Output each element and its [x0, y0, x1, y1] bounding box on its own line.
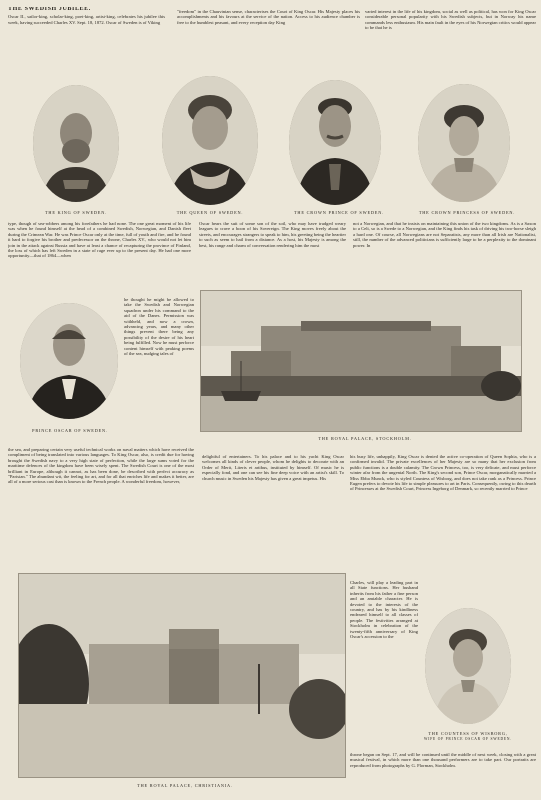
portrait-crown-prince — [289, 80, 381, 205]
caption-palace-christiania: THE ROYAL PALACE, CHRISTIANIA. — [137, 783, 233, 788]
article-title: THE SWEDISH JUBILEE. — [8, 7, 91, 12]
body-left-top: type, though of sea-robbers among his forefathers he had none. The one great moment of his life was when he found himself at the head of a combined Swedish, Norwegian, and Danish fleet during the Crimean War. He was Prince Oscar only at the time, full of youth and fire, and he found it hard to forgive his brother and predecessor on the throne, Charles XV., who would not let him join in the attack against Russia and have at least a chance of recapturing the province of Finland, the loss of which has left Sweden in a state of rage ever up to the present day. He had one more opportunity—that of 1864—when — [8, 221, 191, 259]
body-narrow-column: he thought he might be allowed to take the Swedish and Norwegian squadron under his command to the aid of the Danes. Permission was withheld, and now a crown, advancing years, and many other things prevent there being any possibility of the desire of his heart being fulfilled. Now he must perforce content himself with peaking poems of the sea, nudging tales of — [124, 297, 194, 357]
intro-column-2 — [177, 9, 360, 51]
body-mid-top: Oscar hears the suit of some son of the soil, who may have trudged weary leagues to crave a boon of his Sovereign. The King moves freely about the streets, and encourages strangers to speak to him, his greeting being the heartier to such as seem to hail from a distance. As a host, his Majesty is among the best, his range and charm of conversation rendering him the most — [199, 221, 346, 248]
caption-crown-prince: THE CROWN PRINCE OF SWEDEN. — [294, 210, 384, 215]
caption-king: THE KING OF SWEDEN. — [45, 210, 107, 215]
portrait-prince-oscar — [20, 303, 118, 419]
body-mid-low: delightful of entertainers. To his palace and to his yacht King Oscar welcomes all kinds of clever people, whom he delights to decorate with an Order of Merit, Literis et artibus, instituted by himself. Of music he is especially fond, and one can see his fine deep voice with an artist's skill. To church music in Sweden his Majesty has given a great impetus. His — [202, 454, 344, 481]
body-right-low: his busy life, unhappily, King Oscar is denied the active co-operation of Queen Sophia, who is a confirmed invalid. The private excellences of her Majesty are so many that her exclusion from public functions is a double calamity. The Crown Princess, too, is very delicate, and must perforce winter afar from the ungenial North. The King's second son, Prince Oscar, morganatically married a Miss Ebba Munck, who is styled Countess of Wisborg, and does not take rank as a Princess. Prince Eugen prefers to devote his life to simple pleasures to art in Paris. Consequently, owing to this dearth of Princesses at the Swedish Court, Princess Ingeborg of Denmark, so recently married to Prince — [350, 454, 536, 492]
caption-crown-princess: THE CROWN PRINCESS OF SWEDEN. — [418, 210, 516, 215]
body-right-tail: throne began on Sept. 17, and will be continued until the middle of next week, closing with a great musical festival, in which more than one thousand performers are to take part. Our portraits are reproduced from photographs by G. Florman, Stockholm. — [350, 752, 536, 768]
caption-countess-line1: THE COUNTESS OF WISBORG, — [428, 731, 508, 736]
caption-palace-stockholm: THE ROYAL PALACE, STOCKHOLM. — [318, 436, 412, 441]
intro-text-2: "freedom" in the Chauvinian sense, characterises the Court of King Oscar. His Majesty places his accomplishments and his favours at the service of the nation. Access to his audience chamber is free to the humblest peasant, and every reception day King — [177, 9, 360, 25]
portrait-queen-of-sweden — [162, 76, 258, 205]
photo-royal-palace-stockholm — [200, 290, 522, 432]
portrait-countess-of-wisborg — [425, 608, 511, 724]
intro-column-1 — [8, 7, 165, 51]
caption-countess-line2: WIFE OF PRINCE OSCAR OF SWEDEN. — [424, 737, 512, 741]
intro-column-3 — [365, 9, 536, 51]
portrait-crown-princess — [418, 84, 510, 202]
intro-text-3: varied interest in the life of his kingdom, social as well as political, has won for King Oscar considerable personal popularity with his Swedish subjects, but in Norway his name commands less enthusiasm. His main fault in the eyes of his Norwegian critics would appear to be that he is — [365, 9, 536, 31]
intro-text-1: Oscar II., sailor-king, scholar-king, poet-king, artist-king, celebrates his jubilee this week, having succeeded Charles XV. Sept. 18, 1872. Oscar of Sweden is of Viking — [8, 14, 165, 25]
caption-prince-oscar: PRINCE OSCAR OF SWEDEN. — [32, 428, 108, 433]
body-left-mid: the sea, and preparing certain very useful technical works on naval matters which have received the compliment of being translated into various languages. To King Oscar, also, is credit due for having brought the Swedish navy to a very high state of perfection, while the large sums voted for the maritime defences of the kingdom have been wisely spent. The Swedish Court is one of the most brilliant in Europe, although it cannot, as has been done, be described with perfect accuracy as "Parisian." The abundant wit, the feeling for art, and for all that enriches life and makes it better, are all of a more serious cast than is known to the French people. A wonderful freedom, however, — [8, 447, 194, 485]
body-right-narrow: Charles, will play a leading part in all State functions. Her husband inherits from his father a fine person and an amiable character. He is devoted to the interests of the country, and has by his kindliness endeared himself to all classes of people. The festivities arranged at Stockholm in celebration of the twenty-fifth anniversary of King Oscar's accession to the — [350, 580, 418, 640]
body-right-top: not a Norwegian, and that he insists on maintaining this union of the two kingdoms. As is a Saxon to a Celt, so is a Swede to a Norwegian, and the King finds his task of driving his two-horse sleigh a hard one. Of course, all Norwegians are not Separatists, any more than all Irish are Nationalist, still, the number of the advanced politicians is sufficiently large to be a perplexity to the dominant power. In — [353, 221, 536, 248]
caption-queen: THE QUEEN OF SWEDEN. — [176, 210, 244, 215]
portrait-king-of-sweden — [33, 85, 119, 202]
photo-royal-palace-christiania — [18, 573, 346, 778]
